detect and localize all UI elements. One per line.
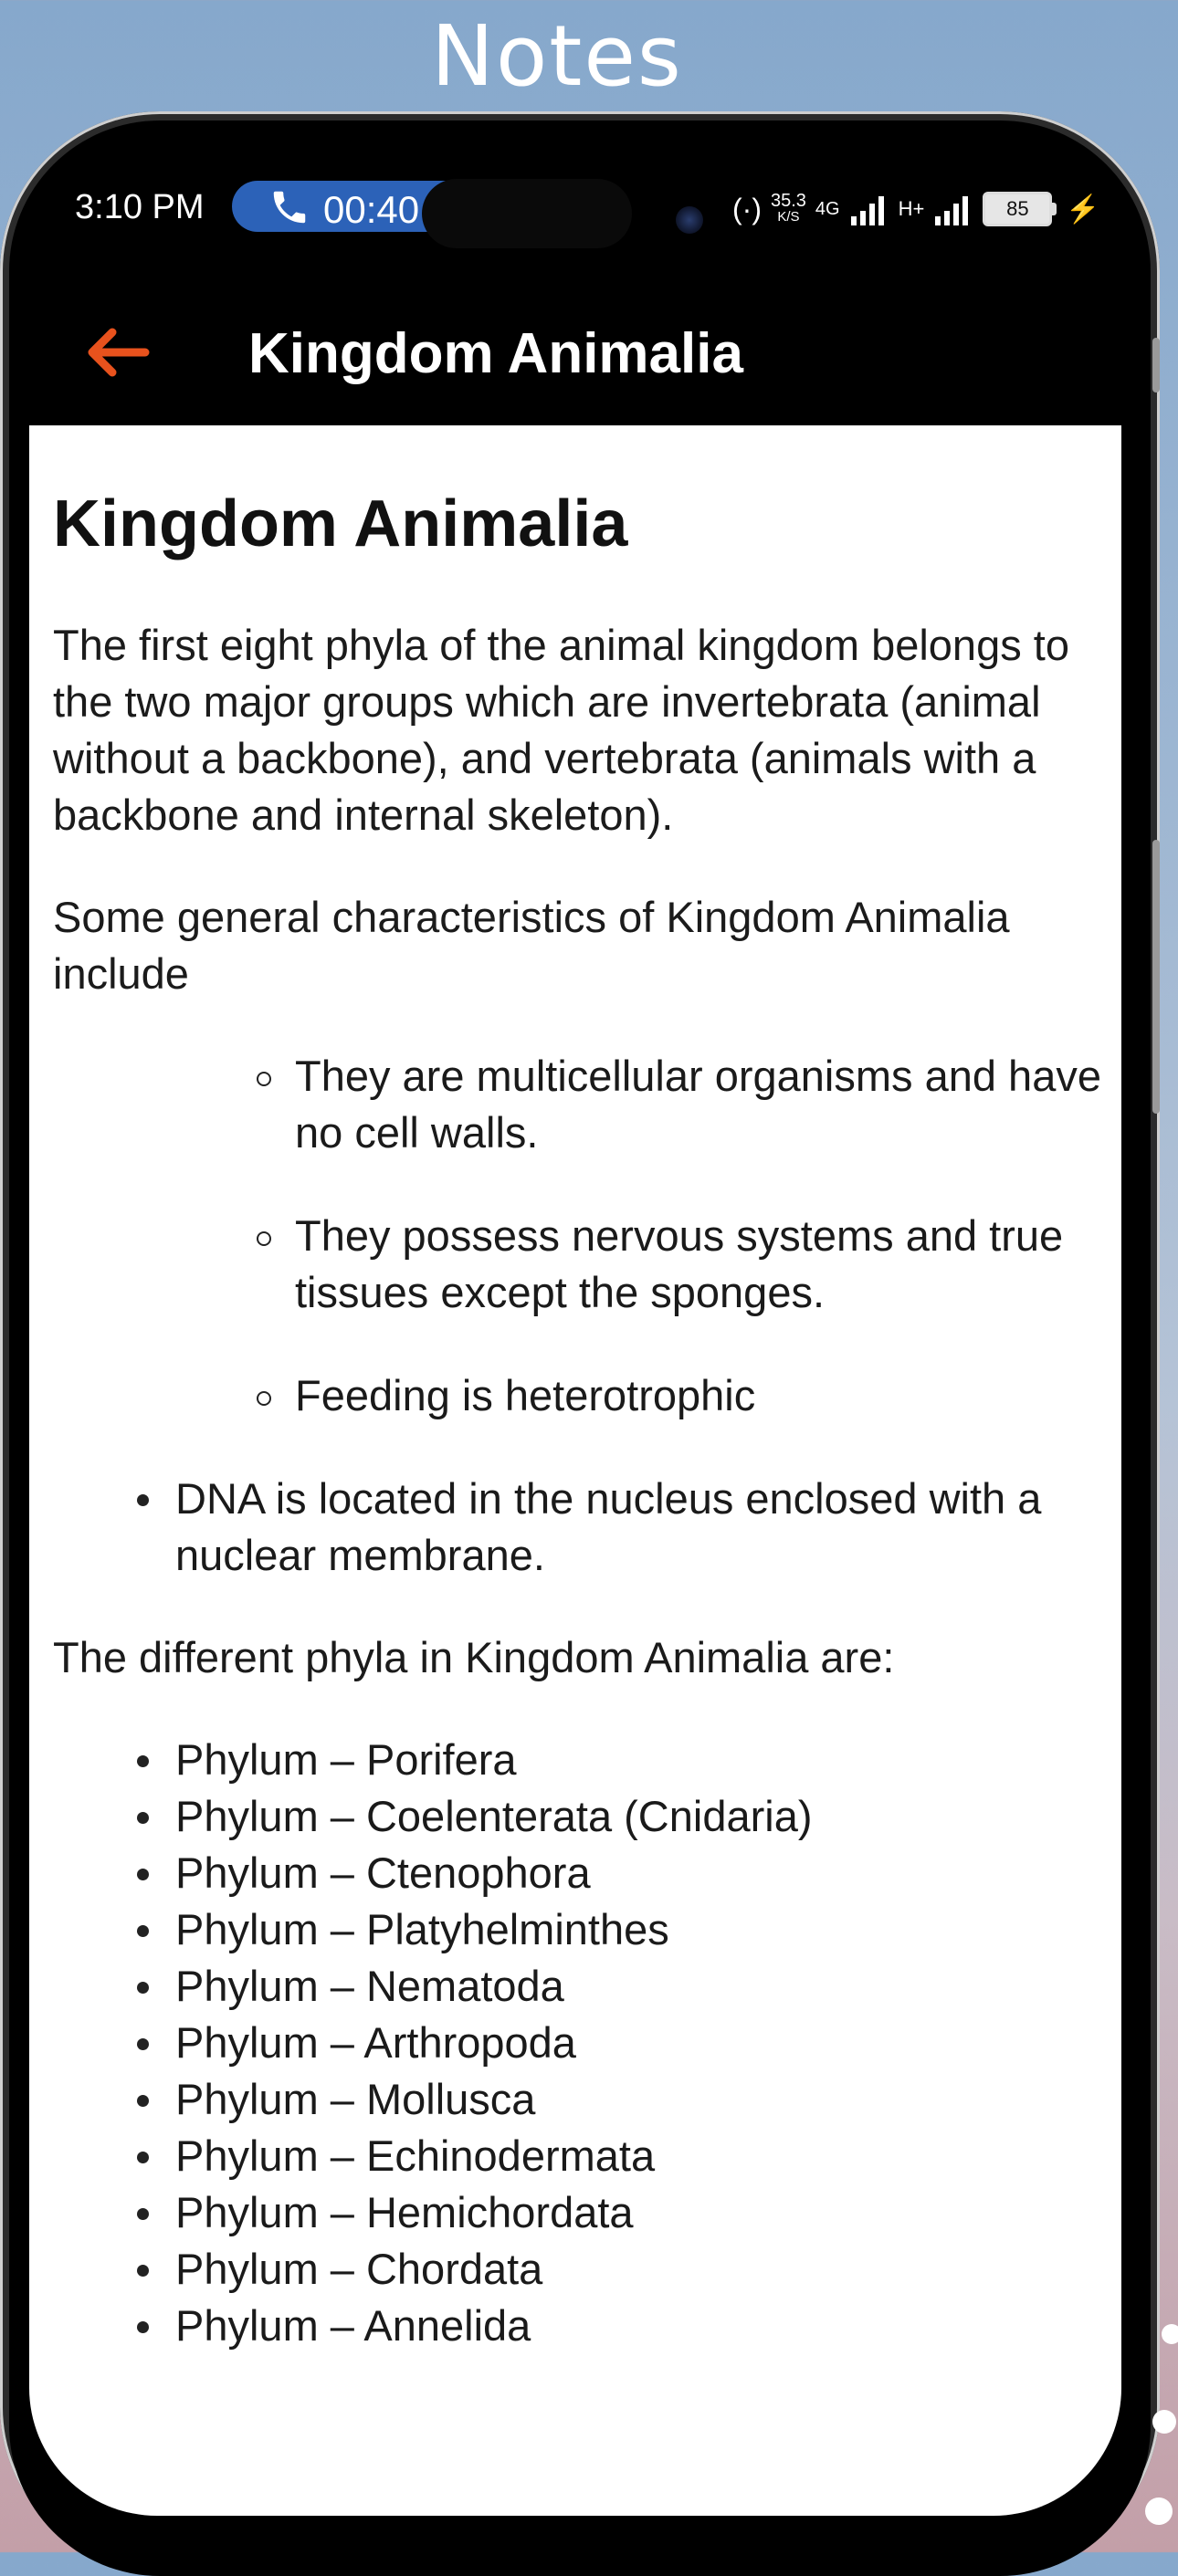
list-item: Phylum – Hemichordata [175, 2184, 1103, 2241]
list-item: Phylum – Porifera [175, 1732, 1103, 1788]
article-content [29, 425, 1121, 2516]
list-item: DNA is located in the nucleus enclosed with a nuclear membrane. [175, 1471, 1103, 1584]
network-type-h: H+ [898, 197, 925, 220]
dna-note-list [53, 1471, 1103, 1584]
hotspot-icon: (·) [732, 192, 762, 225]
charging-bolt-icon: ⚡ [1066, 194, 1100, 225]
article-body [53, 425, 1103, 2354]
dynamic-island [422, 179, 632, 248]
list-item: Phylum – Nematoda [175, 1958, 1103, 2015]
side-button [1152, 338, 1160, 393]
app-bar-title: Kingdom Animalia [248, 322, 743, 385]
signal-icon [849, 193, 889, 225]
list-item: Phylum – Annelida [175, 2298, 1103, 2354]
decorative-dot [1162, 2324, 1178, 2344]
battery-icon [983, 192, 1057, 226]
phone-call-icon [268, 186, 310, 228]
list-item: Phylum – Arthropoda [175, 2015, 1103, 2071]
side-button [1152, 840, 1160, 1114]
status-icons [732, 186, 1100, 232]
arrow-left-icon[interactable] [79, 316, 153, 389]
list-item: Feeding is heterotrophic [295, 1367, 1103, 1424]
app-bar [29, 279, 1121, 425]
phyla-list [53, 1732, 1103, 2354]
page-caption: Notes [431, 7, 683, 105]
list-item: Phylum – Ctenophora [175, 1845, 1103, 1901]
list-item: They possess nervous systems and true tissues except the sponges. [295, 1208, 1103, 1321]
status-time: 3:10 PM [75, 188, 205, 226]
list-item: Phylum – Platyhelminthes [175, 1901, 1103, 1958]
intro-paragraph: The first eight phyla of the animal kingdom belongs to the two major groups which are invertebrata (animal without a backbone), and vertebrata (animals with a backbone and internal skeleton). [53, 621, 1069, 839]
decorative-dot [1152, 2410, 1176, 2434]
phone-screen [29, 142, 1121, 2516]
network-speed: 35.3 K/S [770, 191, 806, 225]
list-item: Phylum – Coelenterata (Cnidaria) [175, 1788, 1103, 1845]
battery-level: 85 [983, 192, 1052, 226]
list-item: Phylum – Chordata [175, 2241, 1103, 2298]
network-type-4g: 4G [815, 199, 840, 219]
decorative-dot [1145, 2497, 1173, 2525]
characteristics-intro: Some general characteristics of Kingdom Animalia include [53, 893, 1010, 998]
article-heading: Kingdom Animalia [53, 487, 628, 560]
phyla-intro: The different phyla in Kingdom Animalia are: [53, 1633, 895, 1681]
call-timer: 00:40 [323, 188, 420, 231]
list-item: They are multicellular organisms and have no cell walls. [295, 1048, 1103, 1161]
characteristics-list [53, 1048, 1103, 1424]
list-item: Phylum – Mollusca [175, 2071, 1103, 2128]
front-camera [676, 206, 703, 234]
status-bar [29, 142, 1121, 279]
list-item: Phylum – Echinodermata [175, 2128, 1103, 2184]
signal-icon [933, 193, 973, 225]
